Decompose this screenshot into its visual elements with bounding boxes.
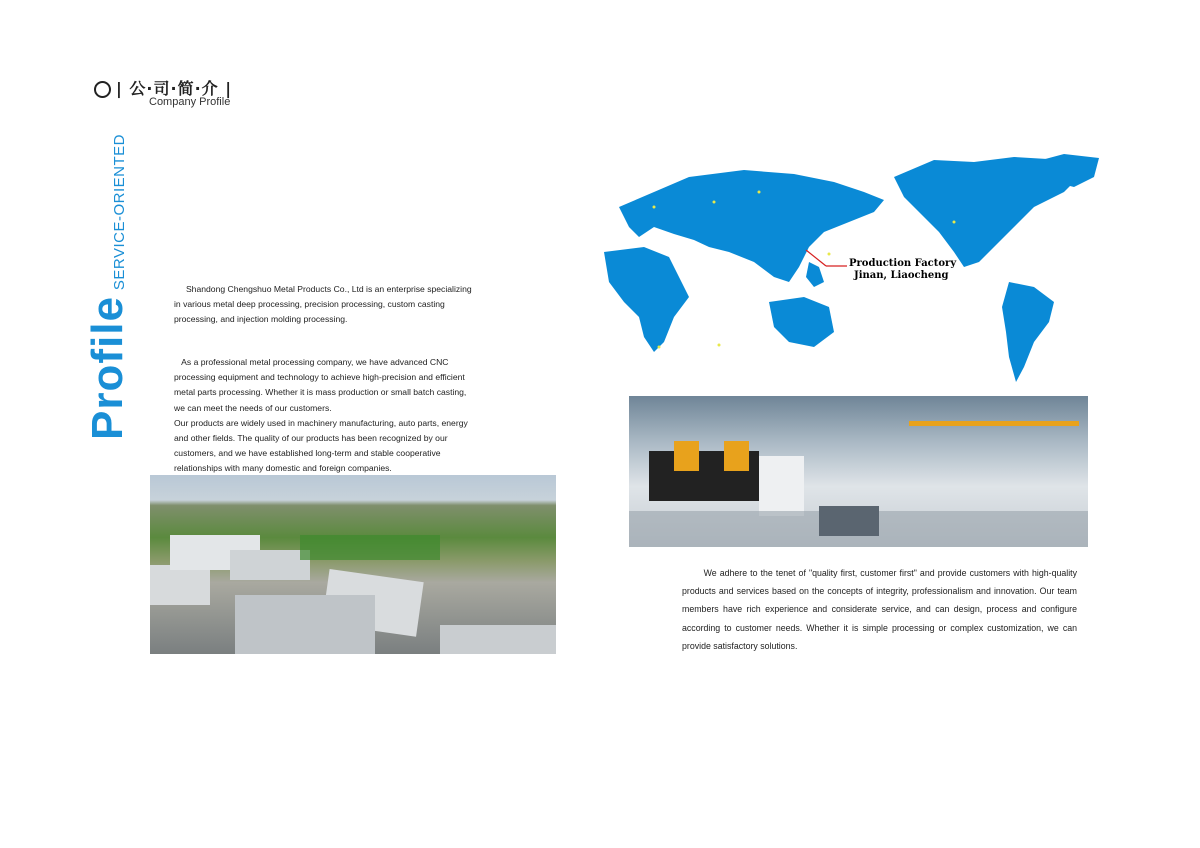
header-title: | 公·司·简·介 | xyxy=(116,79,233,98)
header-subtitle: Company Profile xyxy=(149,96,231,108)
intro-paragraph-1-text: Shandong Chengshuo Metal Products Co., Ltd is an enterprise specializing in various metal deep processing, precision processing, custom casting processing, and injection molding processing. xyxy=(174,284,472,325)
intro-paragraph-2 xyxy=(174,355,472,477)
intro-paragraph-2b-text: Our products are widely used in machinery manufacturing, auto parts, energy and other fields. The quality of our products has been recognized by our customers, and we have established long-term and stable cooperative relationships with many domestic and foreign companies. xyxy=(174,417,468,474)
side-title-sub: SERVICE-ORIENTED xyxy=(111,133,128,291)
side-title xyxy=(83,133,132,440)
intro-paragraph-1 xyxy=(174,282,472,328)
map-label-line1: Production Factory xyxy=(849,258,957,269)
map-label-line2: Jinan, Liaocheng xyxy=(854,270,949,281)
closing-paragraph-text: We adhere to the tenet of "quality first, customer first" and provide customers with high-quality products and services based on the concepts of integrity, professionalism and innovation. Our team members have rich experience and considerate service, and can design, process and configure according to customer needs. Whether it is simple processing or complex customization, we can provide satisfactory solutions. xyxy=(682,568,1077,651)
header-circle-icon xyxy=(94,81,111,98)
world-map xyxy=(594,152,1106,388)
side-title-main: Profile xyxy=(83,296,132,440)
header-title-cn: 公·司·简·介 xyxy=(129,79,219,98)
aerial-photo-illustration xyxy=(150,475,556,654)
factory-photo-illustration xyxy=(629,396,1088,547)
aerial-factory-photo xyxy=(150,475,556,654)
world-map-graphic xyxy=(594,152,1106,388)
closing-paragraph xyxy=(682,564,1077,655)
factory-interior-photo xyxy=(629,396,1088,547)
intro-paragraph-2a-text: As a professional metal processing company, we have advanced CNC processing equipment and technology to achieve high-precision and efficient metal parts processing. Whether it is mass production or small batch casting, we can meet the needs of our customers. xyxy=(174,357,467,413)
